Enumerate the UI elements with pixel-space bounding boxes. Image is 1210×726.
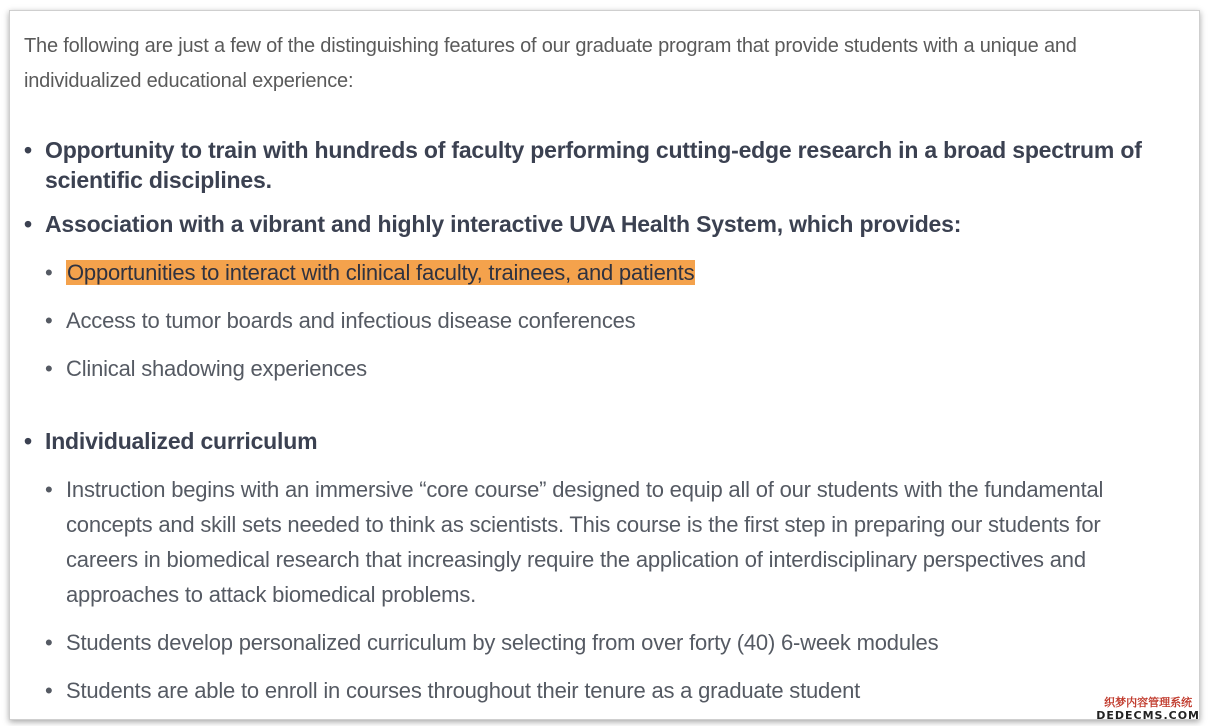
- bullet: •: [45, 308, 53, 333]
- bullet: •: [45, 356, 53, 381]
- feature-item-health-system: [24, 209, 1185, 239]
- bullet: •: [24, 137, 32, 163]
- feature-text: Individualized curriculum: [45, 428, 318, 454]
- sub-item-text: Students develop personalized curriculum by selecting from over forty (40) 6-week modules: [66, 630, 939, 655]
- sub-item-enroll: [45, 673, 1176, 708]
- sub-item-text: Students are able to enroll in courses throughout their tenure as a graduate student: [66, 678, 861, 703]
- sub-item-modules: [45, 625, 1176, 660]
- bullet: •: [45, 630, 53, 655]
- watermark-logo: [1096, 696, 1200, 722]
- bullet: •: [45, 477, 53, 502]
- sub-item-text: Instruction begins with an immersive “core course” designed to equip all of our students with the fundamental concepts and skill sets needed to think as scientists. This course is the first step in preparing our students for careers in biomedical research that increasingly require the application of interdisciplinary perspectives and approaches to attack biomedical problems.: [66, 477, 1104, 607]
- sub-item-core-course: [45, 472, 1176, 612]
- sub-item-text: Clinical shadowing experiences: [66, 356, 367, 381]
- highlighted-text: Opportunities to interact with clinical faculty, trainees, and patients: [67, 260, 695, 285]
- bullet: •: [45, 678, 53, 703]
- feature-item-curriculum: [24, 426, 1185, 456]
- sub-item-tumor-boards: [45, 303, 1176, 338]
- bullet: •: [45, 260, 53, 285]
- feature-text: Association with a vibrant and highly interactive UVA Health System, which provides:: [45, 211, 962, 237]
- watermark-bottom: DEDECMS.COM: [1096, 709, 1200, 722]
- feature-text: Opportunity to train with hundreds of faculty performing cutting-edge research in a broad spectrum of scientific disciplines.: [45, 137, 1142, 193]
- watermark-top: 织梦内容管理系统: [1104, 696, 1193, 709]
- bullet: •: [24, 211, 32, 237]
- feature-item-faculty: [24, 135, 1185, 195]
- sub-item-clinical-faculty: [45, 255, 1176, 290]
- sub-item-shadowing: [45, 351, 1176, 386]
- bullet: •: [24, 428, 32, 454]
- content-frame: [9, 10, 1200, 720]
- intro-paragraph: The following are just a few of the distinguishing features of our graduate program that provide students with a unique and individualized educational experience:: [24, 35, 1077, 92]
- sub-item-text: Access to tumor boards and infectious disease conferences: [66, 308, 636, 333]
